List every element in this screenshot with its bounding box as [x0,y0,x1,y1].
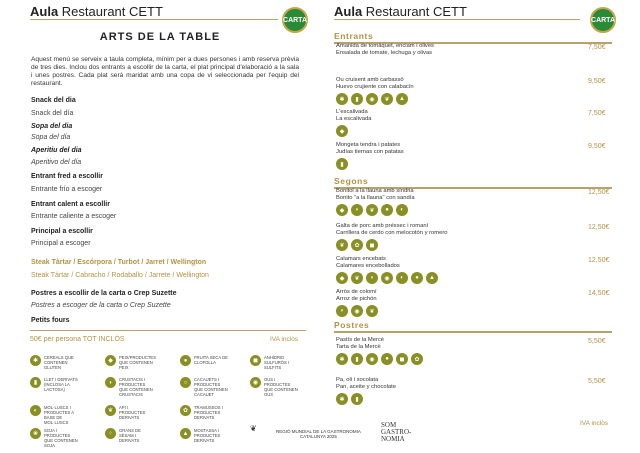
price-rule [30,330,306,331]
section-title: Entrants [334,31,374,41]
som-logo-line-3: NOMIA [381,435,405,443]
allergen-legend-label: CACAUETS I PRODUCTES QUE CONTENEN CACAUET [194,377,228,397]
menu-line: Entrante caliente a escoger [31,213,117,220]
regio-logo-icon: ❦ [250,424,257,433]
fish-icon: ◆ [336,204,348,216]
iva-note: IVA inclòs [270,336,299,343]
allergen-legend-label: OUS I PRODUCTES QUE CONTENEN OUS [264,377,298,397]
dish-name-ca: Mongeta tendra i patates [336,142,401,148]
menu-line: Snack del dia [31,97,76,104]
menu-line: Entrant fred a escollir [31,173,103,180]
milk-icon: ▮ [336,158,348,170]
section-rule [334,331,612,333]
fish-icon: ◆ [336,272,348,284]
section-title: Segons [334,176,369,186]
allergen-legend-item [250,377,300,397]
allergen-legend-item [30,355,80,370]
sulphite-icon: ◼ [250,355,261,366]
menu-line: Steak Tàrtar / Escórpora / Turbot / Jarret / Wellington [31,259,207,266]
dish-allergen-icons [336,93,408,105]
sesame-icon: ⁘ [105,428,116,439]
wheat-icon: ✱ [30,355,41,366]
crustacean-icon: ◗ [105,377,116,388]
crustacean-icon: ◗ [351,204,363,216]
dish-price: 7,50€ [588,110,606,117]
mustard-icon: ▲ [426,272,438,284]
iva-note-right: IVA inclòs [580,420,609,427]
allergen-legend-label: PEIX/PRODUCTES QUE CONTENEN PEIX [119,355,156,370]
dish-name-es: Bonito "a la llauna" con sandía [336,195,415,201]
dish-name-ca: Amanida de tomàquet, enciam i olives [336,43,434,49]
dish-price: 9,50€ [588,78,606,85]
soy-icon: ❀ [30,428,41,439]
dish-price: 5,50€ [588,378,606,385]
menu-line: Sopa del dia [31,123,73,130]
dish-name-ca: Pastís de la Mercè [336,337,385,343]
egg-icon: ◉ [366,353,378,365]
allergen-legend-item [180,405,230,420]
dish-allergen-icons [336,393,363,405]
wheat-icon: ✱ [336,93,348,105]
mollusc-icon: ◐ [396,204,408,216]
nut-icon: ● [381,353,393,365]
menu-intro: Aquest menú se serveix a taula completa, mínim per a dues persones i amb reserva prèvia de tres dies. Inclou dos entrants a escollir de la carta, el plat principal d'elaboració a la sala i unes postres. Cada plat serà maridat amb una copa de vi seleccionada per l'equip del restaurant. [31,56,299,87]
regio-year: CATALUNYA 2025 [299,434,337,439]
som-logo-line-1: SOM [381,421,397,429]
dish-allergen-icons [336,125,348,137]
dish-allergen-icons [336,353,423,365]
mollusc-icon: ◐ [396,272,408,284]
allergen-legend-label: TRAMUSSOS I PRODUCTES DERIVATS [194,405,223,420]
carta-badge-right: CARTA [590,7,616,33]
allergen-legend-label: ANHÍDRID SULFURÓS I SULFITS [264,355,290,370]
fish-icon: ◆ [336,125,348,137]
allergen-legend-item [30,428,80,448]
dish-name-ca: L'escalivada [336,109,368,115]
mustard-icon: ▲ [396,93,408,105]
lupin-icon: ✿ [351,239,363,251]
dish-name-es: Huevo crujiente con calabacín [336,84,414,90]
celery-icon: ❦ [366,204,378,216]
menu-line: Aperitivo del día [31,159,82,166]
dish-price: 12,50€ [588,189,610,196]
menu-line: Principal a escollir [31,228,93,235]
page-title: ARTS DE LA TABLE [99,31,221,43]
dish-name-ca: Calamars encebats [336,256,386,262]
dish-name-es: Arroz de pichón [336,296,377,302]
menu-line: Aperitiu del dia [31,147,82,154]
carta-badge: CARTA [282,7,308,33]
egg-icon: ◉ [351,305,363,317]
dish-price: 12,50€ [588,224,610,231]
allergen-legend-item [105,405,155,420]
allergen-legend-label: LLET I DERIVATS (INCLOSA LA LACTOSA) [44,377,78,392]
menu-line: Steak Tártar / Cabracho / Rodaballo / Jarrete / Wellington [31,272,209,279]
milk-icon: ▮ [30,377,41,388]
header-rule [30,19,278,20]
allergen-legend-item [30,405,80,425]
dish-allergen-icons [336,158,348,170]
celery-icon: ❦ [105,405,116,416]
mustard-icon: ▲ [180,428,191,439]
menu-line: Entrante frío a escoger [31,186,103,193]
celery-icon: ❦ [351,272,363,284]
allergen-legend-label: CEREALS QUE CONTENEN GLUTEN [44,355,74,370]
crustacean-icon: ◗ [366,272,378,284]
allergen-legend-label: SOJA I PRODUCTES QUE CONTENEN SOJA [44,428,78,448]
section-title: Postres [334,320,370,330]
wheat-icon: ✱ [336,393,348,405]
allergen-legend-label: GRANS DE SÈSAM I DERIVATS [119,428,141,443]
allergen-legend-item [105,355,155,370]
dish-name-es: Pan, aceite y chocolate [336,384,396,390]
dish-name-es: Calamares encebollados [336,263,400,269]
menu-line: Snack del día [31,110,74,117]
peanut-icon: ○ [180,377,191,388]
wheat-icon: ✱ [336,353,348,365]
dish-name-es: Judías tiernas con patatas [336,149,404,155]
brand-title-right: Aula Restaurant CETT [334,4,467,19]
brand-title: Aula Restaurant CETT [30,4,163,19]
celery-icon: ❦ [366,305,378,317]
egg-icon: ◉ [381,272,393,284]
menu-line: Principal a escoger [31,240,91,247]
allergen-legend-label: API I PRODUCTES DERIVATS [119,405,146,420]
menu-line: Postres a escoger de la carta o Crep Suzette [31,302,171,309]
sulphite-icon: ◼ [396,353,408,365]
lupin-icon: ✿ [180,405,191,416]
celery-icon: ❦ [381,93,393,105]
dish-name-ca: Pa, oli i xocolata [336,377,379,383]
celery-icon: ❦ [336,239,348,251]
header-rule-right [334,19,580,20]
dish-allergen-icons [336,204,408,216]
allergen-legend-item [105,428,155,443]
milk-icon: ▮ [351,353,363,365]
sulphite-icon: ◼ [366,239,378,251]
dish-allergen-icons [336,305,378,317]
dish-name-es: Ensalada de tomate, lechuga y olivas [336,50,433,56]
egg-icon: ◉ [250,377,261,388]
regio-logo [250,424,257,433]
milk-icon: ▮ [351,93,363,105]
menu-line: Entrant calent a escollir [31,201,110,208]
allergen-legend-label: CRUSTACIS I PRODUCTES QUE CONTENEN CRUSTACIS [119,377,153,397]
allergen-legend-item [180,428,230,443]
lupin-icon: ✿ [411,353,423,365]
allergen-legend-label: MOL·LUSCS I PRODUCTES A BASE DE MOL·LUSCS [44,405,74,425]
allergen-legend-item [180,377,230,397]
fish-icon: ◆ [105,355,116,366]
egg-icon: ◉ [366,93,378,105]
menu-line: Petits fours [31,317,70,324]
dish-name-es: La escalivada [336,116,372,122]
dish-price: 9,50€ [588,143,606,150]
dish-allergen-icons [336,239,378,251]
dish-name-es: Tarta de la Mercè [336,344,381,350]
menu-line: Postres a escollir de la carta o Crep Suzette [31,290,177,297]
allergen-legend-item [30,377,80,392]
dish-name-ca: Ou cruixent amb carbassó [336,77,404,83]
dish-price: 12,50€ [588,257,610,264]
regio-name: REGIÓ MUNDIAL DE LA GASTRONOMIA [276,429,361,434]
allergen-legend-item [105,377,155,397]
milk-icon: ▮ [351,393,363,405]
dish-allergen-icons [336,272,438,284]
dish-name-ca: Bonitol a la llauna amb síndria [336,188,414,194]
dish-name-ca: Galta de porc amb préssec i romaní [336,223,429,229]
dish-name-ca: Arròs de colomí [336,289,377,295]
menu-line: Sopa del día [31,134,71,141]
allergen-legend-label: MOSTASSA I PRODUCTES DERIVATS [194,428,221,443]
dish-price: 14,50€ [588,290,610,297]
nut-icon: ● [180,355,191,366]
allergen-legend-label: FRUITA SECA DE CLOFOLLA [194,355,228,365]
menu-price: 50€ per persona TOT INCLÒS [30,336,125,343]
nut-icon: ● [381,204,393,216]
som-logo-line-2: GASTRO- [381,428,412,436]
dish-price: 7,50€ [588,44,606,51]
dish-price: 5,50€ [588,338,606,345]
allergen-legend-item [180,355,230,366]
nut-icon: ● [411,272,423,284]
allergen-legend-item [250,355,300,370]
mollusc-icon: ◐ [30,405,41,416]
crustacean-icon: ◗ [336,305,348,317]
dish-name-es: Carrillera de cerdo con melocotón y romero [336,230,448,236]
